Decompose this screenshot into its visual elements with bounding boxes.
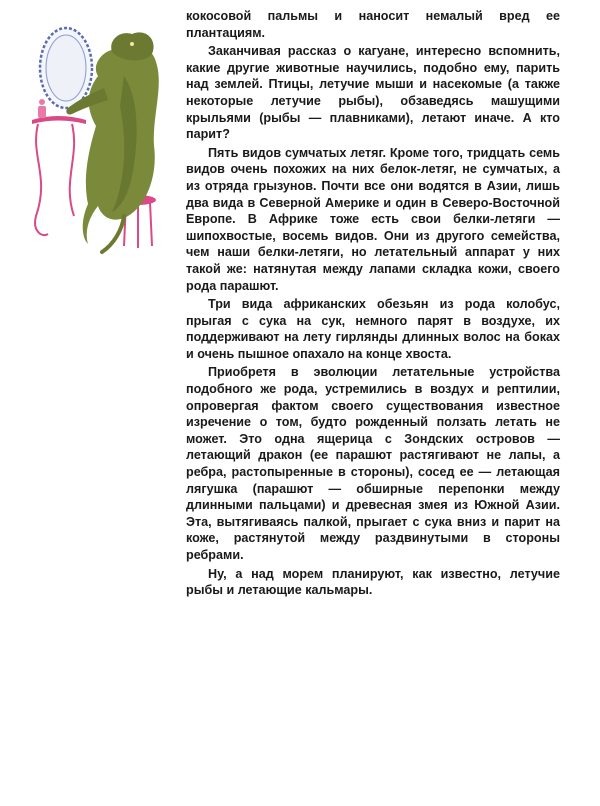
paragraph: Приобретя в эволюции летательные устройства подобного же рода, устремились в воздух и рептилии, опровергая фактом своего существования известное изречение о том, будто рожденный ползать летать не может. Это одна ящерица с Зондских островов — летающий дракон (ее парашют растягивают не лапы, а ребра, растопыренные в стороны), сосед ее — летающая лягушка (парашют — обширные перепонки между длинными пальцами) и древесная змея из Южной Азии. Эта, вытягиваясь палкой, прыгает с сука вниз и парит на коже, растянутой между раздвинутыми в стороны ребрами.: [186, 365, 560, 562]
paragraph: Пять видов сумчатых летяг. Кроме того, тридцать семь видов очень похожих на них белок-летяг, не сумчатых, а из отряда грызунов. Почти все они водятся в Азии, лишь два вида в Северной Америке и один в Северо-Восточной Европе. В Африке тоже есть свои белки-летяги — шипохвостые, восемь видов. Они из другого семейства, чем наши белки-летяги, но летательный аппарат у них такой же: натянутая между лапами складка кожи, своего рода парашют.: [186, 145, 560, 293]
table-leg-left: [35, 124, 48, 235]
perfume-bottle: [38, 106, 46, 118]
mirror-glass: [46, 35, 86, 101]
table-leg-right: [70, 124, 74, 216]
paragraph: Три вида африканских обезьян из рода колобус, прыгая с сука на сук, немного парят в воздухе, их поддерживают на лету гирлянды длинных волос на боках и очень пышное опахало на конце хвоста.: [186, 297, 560, 361]
article-text: [186, 8, 560, 601]
animal-at-mirror-illustration: [28, 16, 178, 256]
paragraph: Заканчивая рассказ о кагуане, интересно вспомнить, какие другие животные научились, подобно ему, парить над землей. Птицы, летучие мыши и насекомые (а также некоторые летучие рыбы), обзаведясь машущими крыльями (рыбы — плавниками), летают иначе. А кто парит?: [186, 44, 560, 142]
paragraph: Ну, а над морем планируют, как известно, летучие рыбы и летающие кальмары.: [186, 566, 560, 598]
animal-eye: [130, 42, 134, 46]
animal-tail: [102, 216, 124, 252]
paragraph: кокосовой пальмы и наносит немалый вред ее плантациям.: [186, 9, 560, 40]
animal-body: [83, 44, 159, 244]
